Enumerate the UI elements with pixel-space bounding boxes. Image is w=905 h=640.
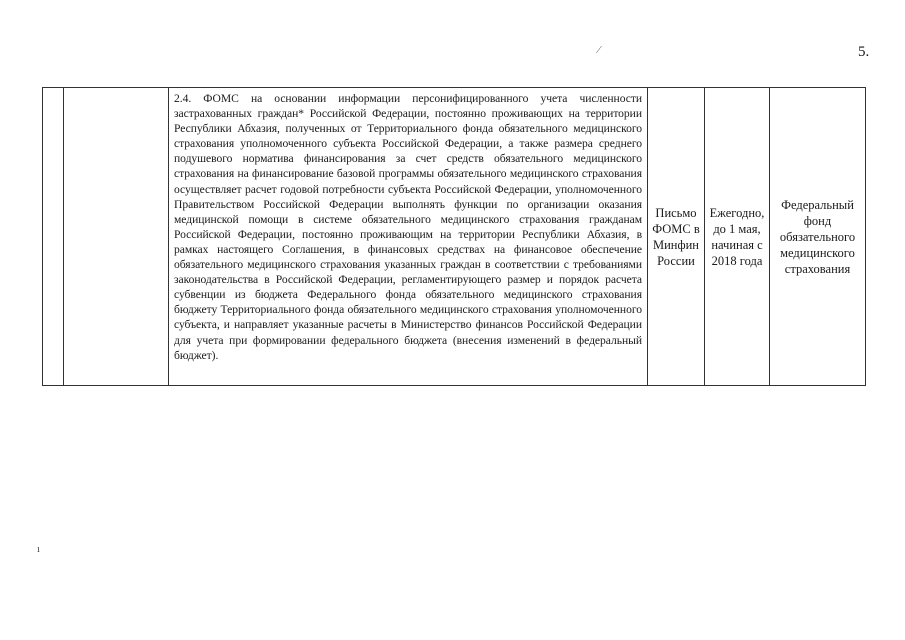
description-text: 2.4. ФОМС на основании информации персонифицированного учета численности застрахованных граждан* Российской Федерации, постоянно проживающих на территории Республики Абхазия, полученных от Территориального фонда обязательного медицинского страхования уполномоченного субъекта Российской Федерации, а также размера среднего подушевого норматива финансирования за счет средств обязательного медицинского страхования на финансирование базовой программы обязательного медицинского страхования осуществляет расчет годовой потребности субъекта Российской Федерации, уполномоченного Правительством Российской Федерации выполнять функции по организации оказания медицинской помощи в системе обязательного медицинского страхования гражданам Российской Федерации, постоянно проживающим на территории Республики Абхазия, в рамках настоящего Соглашения, в финансовых средствах на финансовое обеспечение обязательного медицинского страхования указанных граждан в соответствии с требованиями законодательства в Российской Федерации, регламентирующего размер и порядок расчета субвенции из бюджета Федерального фонда обязательного медицинского страхования бюджету Территориального фонда обязательного медицинского страхования уполномоченного субъекта, и направляет указанные расчеты в Министерство финансов Российской Федерации для учета при формировании федерального бюджета (внесения изменений в федеральный бюджет). xyxy=(174,92,642,362)
cell-form xyxy=(648,88,705,386)
deadline-text: Ежегодно, до 1 мая, начиная с 2018 года xyxy=(709,205,765,268)
agreement-table xyxy=(42,87,866,386)
cell-responsible xyxy=(770,88,866,386)
responsible-text: Федеральный фонд обязательного медицинского страхования xyxy=(779,197,856,276)
page-number: 5. xyxy=(858,44,870,60)
cell-description xyxy=(169,88,648,386)
cell-deadline xyxy=(705,88,770,386)
form-text: Письмо ФОМС в Минфин России xyxy=(652,205,700,268)
pen-mark-top: ⁄ xyxy=(598,44,600,56)
cell-index xyxy=(43,88,64,386)
pen-mark-left: ı xyxy=(37,543,41,555)
table-row xyxy=(43,88,866,386)
cell-measure xyxy=(64,88,169,386)
